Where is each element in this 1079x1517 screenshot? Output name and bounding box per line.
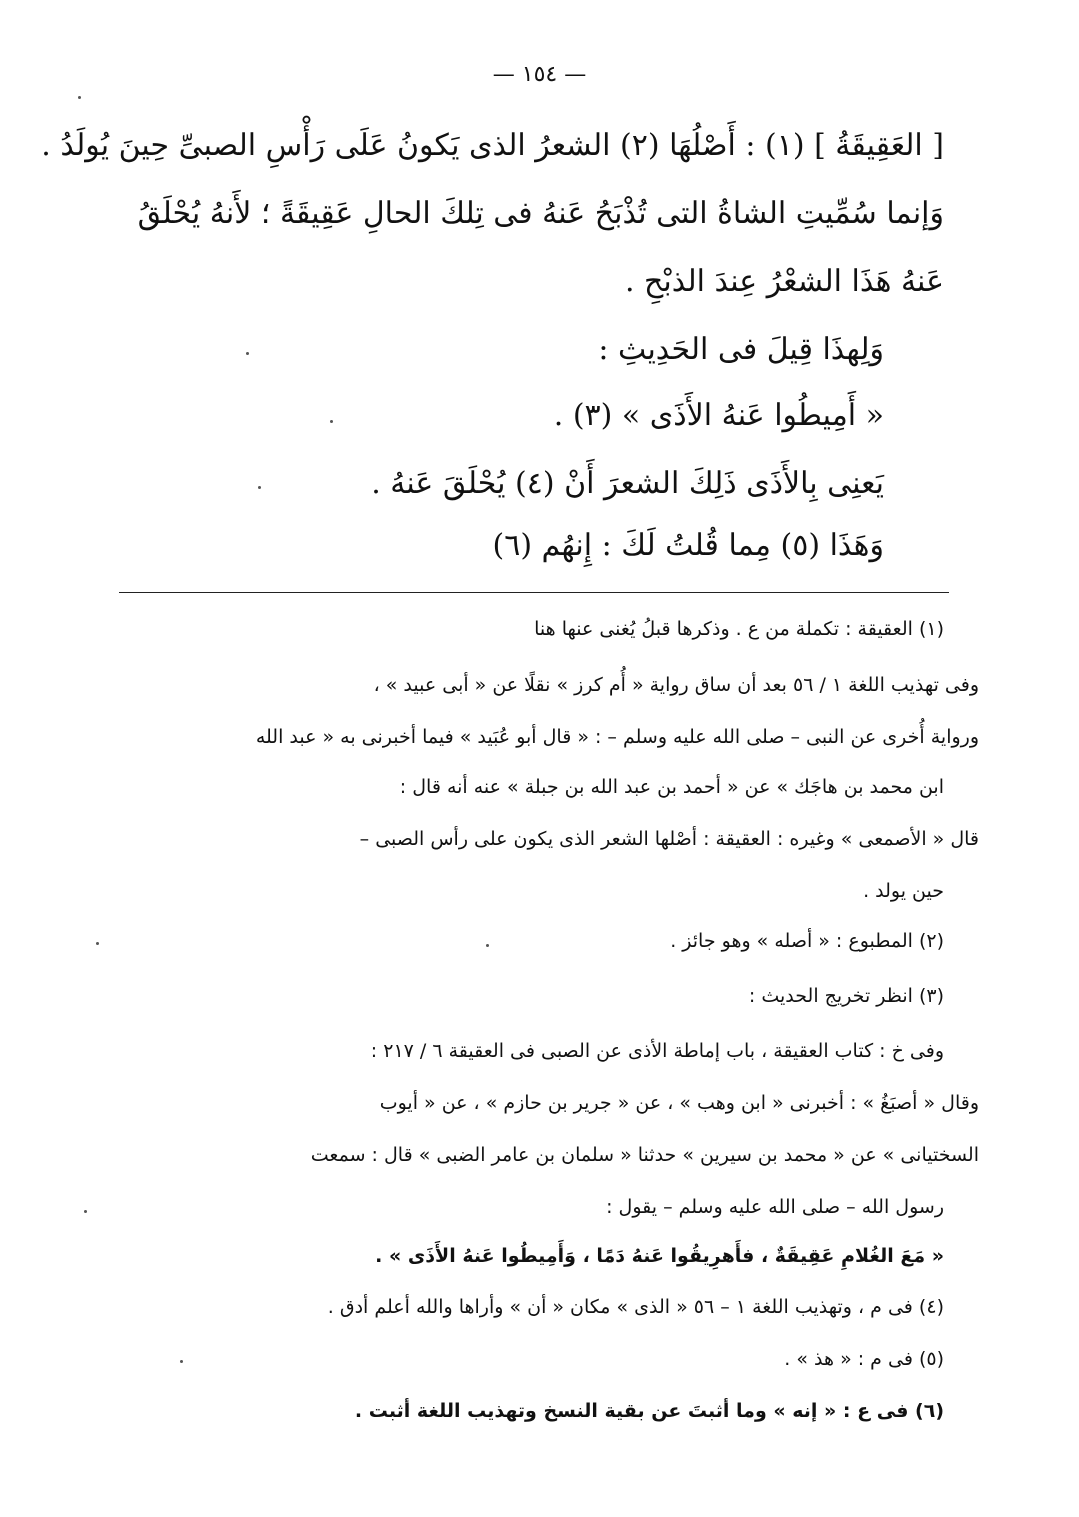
footnote-line: قال « الأصمعى » وغيره : العقيقة : أصْلها الشعر الذى يكون على رأس الصبى – <box>359 828 979 850</box>
main-text-line: [ العَقِيقَةُ ] (١) : أَصْلُهَا (٢) الشعرُ الذى يَكونُ عَلَى رَأْسِ الصبىِّ حِينَ يُولَدُ . <box>41 128 944 163</box>
footnote-line: وقال « أصبَغُ » : أخبرنى « ابن وهب » ، عن « جرير بن حازم » ، عن « أيوب <box>379 1092 979 1114</box>
main-text-line: وَإنما سُمِّيتِ الشاةُ التى تُذْبَحُ عَنهُ فى تِلكَ الحالِ عَقِيقَةً ؛ لأَنهُ يُحْلَقُ <box>137 196 944 231</box>
scan-speck <box>96 942 99 945</box>
footnote-line: (٣) انظر تخريج الحديث : <box>748 985 944 1007</box>
footnote-line: رسول الله – صلى الله عليه وسلم – يقول : <box>606 1196 944 1218</box>
footnote-line: ورواية أُخرى عن النبى – صلى الله عليه وسلم – : « قال أبو عُبَيد » فيما أخبرنى به « عبد الله <box>255 726 979 748</box>
scan-speck <box>180 1360 183 1363</box>
scan-speck <box>78 96 81 99</box>
scan-speck <box>258 486 261 489</box>
page-number: — ١٥٤ — <box>492 62 587 87</box>
footnote-separator <box>119 592 949 593</box>
scan-speck <box>486 944 489 947</box>
footnote-line: « مَعَ الغُلامِ عَقِيقَةٌ ، فأَهرِيقُوا عَنهُ دَمًا ، وَأَمِيطُوا عَنهُ الأَذَى » . <box>375 1245 944 1267</box>
footnote-line: (٢) المطبوع : « أصله » وهو جائز . <box>670 930 944 952</box>
footnote-line: (٦) فى ع : « إنه » وما أثبتَ عن بقية النسخ وتهذيب اللغة أثبت . <box>354 1400 944 1422</box>
main-text-line: « أَمِيطُوا عَنهُ الأَذَى » (٣) . <box>553 398 884 433</box>
footnote-line: وفى تهذيب اللغة ١ / ٥٦ بعد أن ساق رواية « أُم كرز » نقلًا عن « أبى عبيد » ، <box>373 674 979 696</box>
main-text-line: وَهَذَا (٥) مِما قُلتُ لَكَ : إِنهُم (٦) <box>492 528 884 563</box>
scan-speck <box>330 420 333 423</box>
scan-speck <box>84 1210 87 1213</box>
footnote-line: ابن محمد بن هاجَك » عن « أحمد بن عبد الله بن جبلة » عنه أنه قال : <box>399 776 944 798</box>
footnote-line: وفى خ : كتاب العقيقة ، باب إماطة الأذى عن الصبى فى العقيقة ٦ / ٢١٧ : <box>370 1040 944 1062</box>
main-text-line: يَعنِى بِالأَذَى ذَلِكَ الشعرَ أَنْ (٤) يُحْلَقَ عَنهُ . <box>371 466 884 501</box>
footnote-line: حين يولد . <box>863 880 944 902</box>
main-text-line: عَنهُ هَذَا الشعْرُ عِندَ الذبْحِ . <box>624 264 944 299</box>
scan-speck <box>246 352 249 355</box>
footnote-line: السختيانى » عن « محمد بن سيرين » حدثنا « سلمان بن عامر الضبى » قال : سمعت <box>310 1144 979 1166</box>
footnote-line: (١) العقيقة : تكملة من ع . وذكرها قبلُ يُغنى عنها هنا <box>534 618 944 640</box>
main-text-line: وَلِهذَا قِيلَ فى الحَدِيثِ : <box>598 332 884 367</box>
footnote-line: (٥) فى م : « هذ » . <box>784 1348 944 1370</box>
footnote-line: (٤) فى م ، وتهذيب اللغة ١ – ٥٦ « الذى » مكان « أن » وأراها والله أعلم أدق . <box>327 1296 944 1318</box>
